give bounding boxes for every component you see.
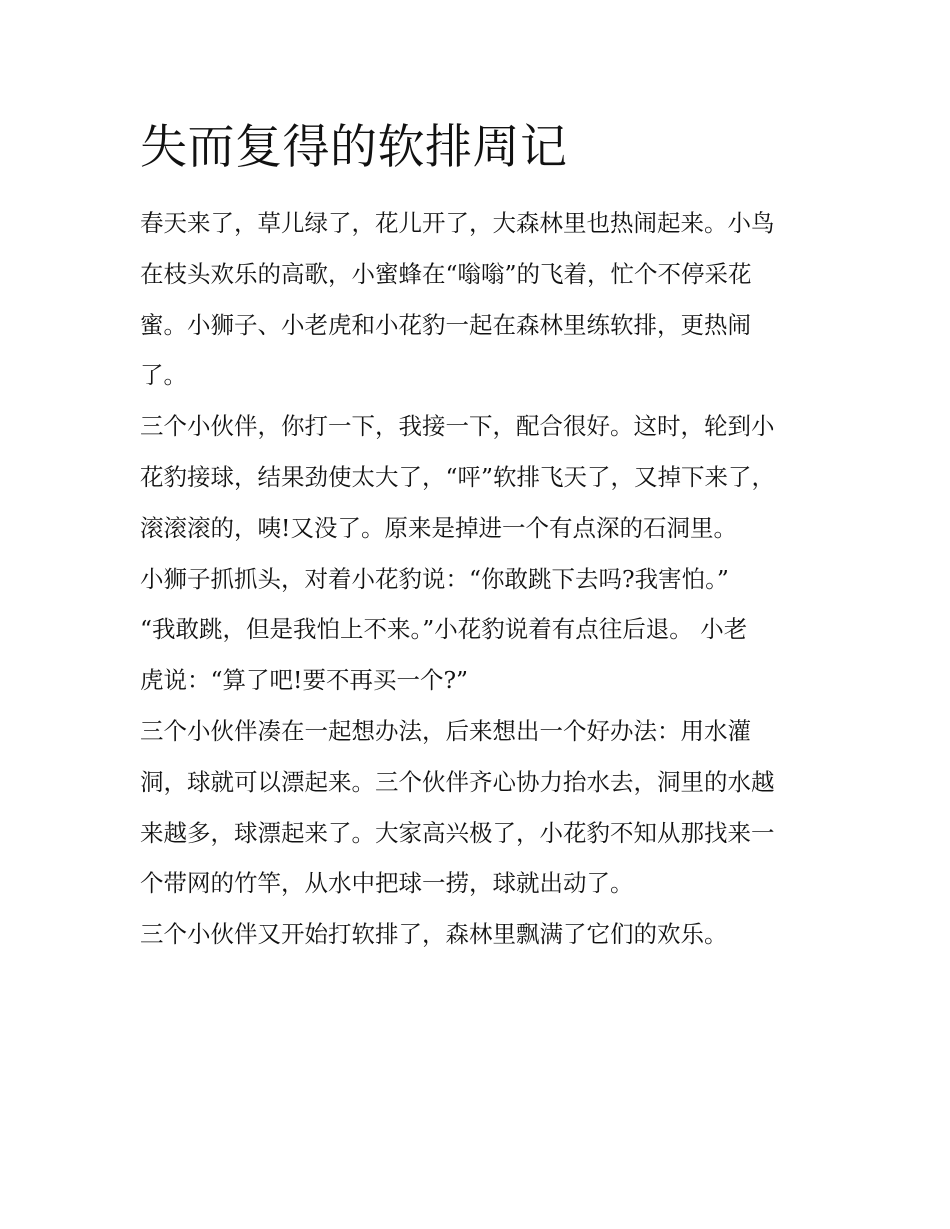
paragraph [140,401,815,553]
paragraph [140,706,815,909]
text-line: 三个小伙伴，你打一下，我接一下，配合很好。这时，轮到小 [140,412,775,441]
page-title: 失而复得的软排周记 [140,120,568,175]
text-line: 来越多，球漂起来了。大家高兴极了，小花豹不知从那找来一 [140,818,775,847]
text-line: 洞，球就可以漂起来。三个伙伴齐心协力抬水去，洞里的水越 [140,767,775,796]
text-line: 春天来了，草儿绿了，花儿开了，大森林里也热闹起来。小鸟 [140,209,775,237]
text-line: 小狮子抓抓头，对着小花豹说：“你敢跳下去吗?我害怕。” [140,564,729,593]
text-line: 蜜。小狮子、小老虎和小花豹一起在森林里练软排，更热闹 [140,310,751,339]
text-line: 个带网的竹竿，从水中把球一捞，球就出动了。 [140,869,634,898]
text-line: 在枝头欢乐的高歌，小蜜蜂在“嗡嗡”的飞着，忙个不停采花 [140,259,752,288]
text-line: 花豹接球，结果劲使太大了，“呯”软排飞天了，又掉下来了， [140,462,776,491]
text-line: 三个小伙伴凑在一起想办法，后来想出一个好办法：用水灌 [140,716,751,745]
paragraph [140,554,815,605]
text-line: 三个小伙伴又开始打软排了，森林里飘满了它们的欢乐。 [140,920,728,949]
paragraph [140,909,815,960]
text-line: 了。 [140,361,187,390]
paragraph [140,604,815,706]
document-body [140,198,815,960]
text-line: 虎说：“算了吧!要不再买一个?” [140,666,469,695]
text-line: “我敢跳，但是我怕上不来。”小花豹说着有点往后退。 小老 [140,615,748,644]
text-line: 滚滚滚的，咦!又没了。原来是掉进一个有点深的石洞里。 [140,513,737,542]
paragraph [140,198,815,401]
document-page [140,118,815,960]
